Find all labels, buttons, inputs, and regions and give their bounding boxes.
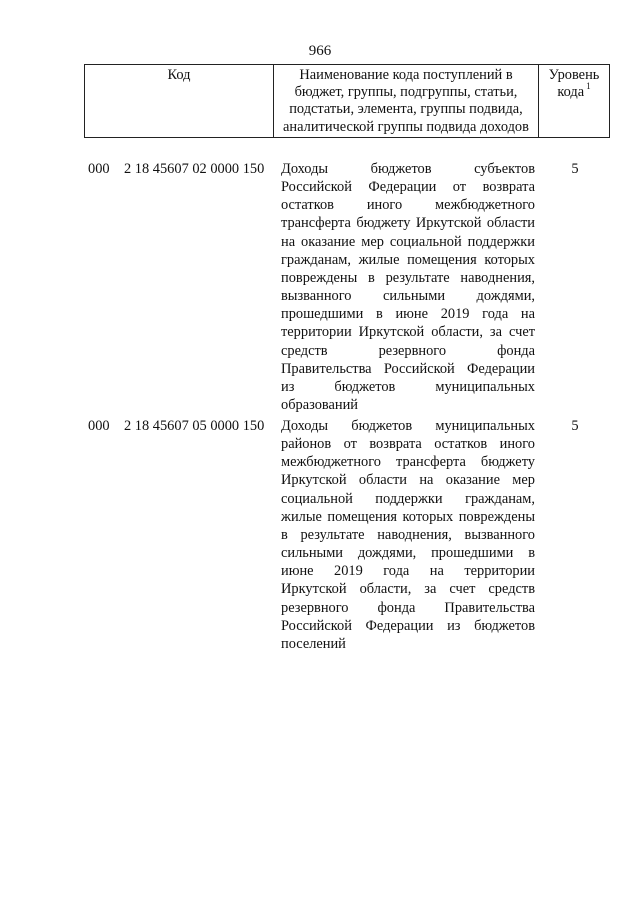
- description-line: Доходы бюджетов субъектов: [281, 161, 535, 177]
- header-level-word: кода: [557, 84, 585, 101]
- budget-classification-code: 2 18 45607 02 0000 150: [124, 161, 265, 177]
- admin-code: 000: [88, 161, 110, 177]
- description-line: гражданам, жилые помещения которых: [281, 251, 535, 268]
- page-number: 966: [308, 43, 332, 59]
- budget-classification-code: 2 18 45607 05 0000 150: [124, 418, 265, 434]
- description-line: Иркутской области, за счет средств: [281, 581, 535, 598]
- header-level-line: Уровень: [548, 67, 600, 83]
- admin-code: 000: [88, 418, 110, 434]
- code-level: 5: [571, 161, 579, 177]
- description-line: средств резервного фонда: [281, 342, 535, 359]
- header-level-cell: [539, 65, 609, 137]
- description-line: образований: [281, 397, 358, 414]
- description-line: сильными дождями, прошедшими в: [281, 545, 535, 562]
- income-description: [281, 160, 535, 414]
- header-level-line: [539, 81, 609, 101]
- description-line: поселений: [281, 635, 346, 652]
- description-line: межбюджетного трансферта бюджету: [281, 454, 535, 471]
- description-line: в результате наводнения, вызванного: [281, 526, 535, 543]
- description-line: районов от возврата остатков иного: [281, 436, 535, 453]
- description-line: прошедшими в июне 2019 года на: [281, 306, 535, 323]
- description-line: Правительства Российской Федерации: [281, 360, 535, 377]
- description-line: Российской Федерации из бюджетов: [281, 617, 535, 634]
- header-name-line: аналитической группы подвида доходов: [283, 118, 529, 135]
- header-code-cell: [85, 65, 273, 137]
- description-line: из бюджетов муниципальных: [281, 378, 535, 395]
- description-line: Иркутской области на оказание мер: [281, 472, 535, 489]
- header-name-line: Наименование кода поступлений в: [299, 67, 513, 83]
- footnote-marker: 1: [586, 81, 591, 92]
- header-name-cell: [273, 65, 539, 137]
- code-level: 5: [571, 418, 579, 434]
- description-line: июне 2019 года на территории: [281, 563, 535, 580]
- description-line: социальной поддержки гражданам,: [281, 490, 535, 507]
- table-header: [84, 64, 610, 138]
- header-code-label: Код: [167, 67, 191, 83]
- description-line: трансферта бюджету Иркутской области: [281, 215, 535, 232]
- description-line: Доходы бюджетов муниципальных: [281, 418, 535, 434]
- header-name-line: бюджет, группы, подгруппы, статьи,: [294, 84, 518, 101]
- description-line: территории Иркутской области, за счет: [281, 324, 535, 341]
- description-line: жилые помещения которых повреждены: [281, 508, 535, 525]
- description-line: остатков иного межбюджетного: [281, 197, 535, 214]
- description-line: Российской Федерации от возврата: [281, 179, 535, 196]
- income-description: [281, 417, 535, 653]
- description-line: повреждены в результате наводнения,: [281, 269, 535, 286]
- description-line: резервного фонда Правительства: [281, 599, 535, 616]
- description-line: на оказание мер социальной поддержки: [281, 233, 535, 250]
- header-name-line: подстатьи, элемента, группы подвида,: [289, 101, 523, 118]
- description-line: вызванного сильными дождями,: [281, 288, 535, 305]
